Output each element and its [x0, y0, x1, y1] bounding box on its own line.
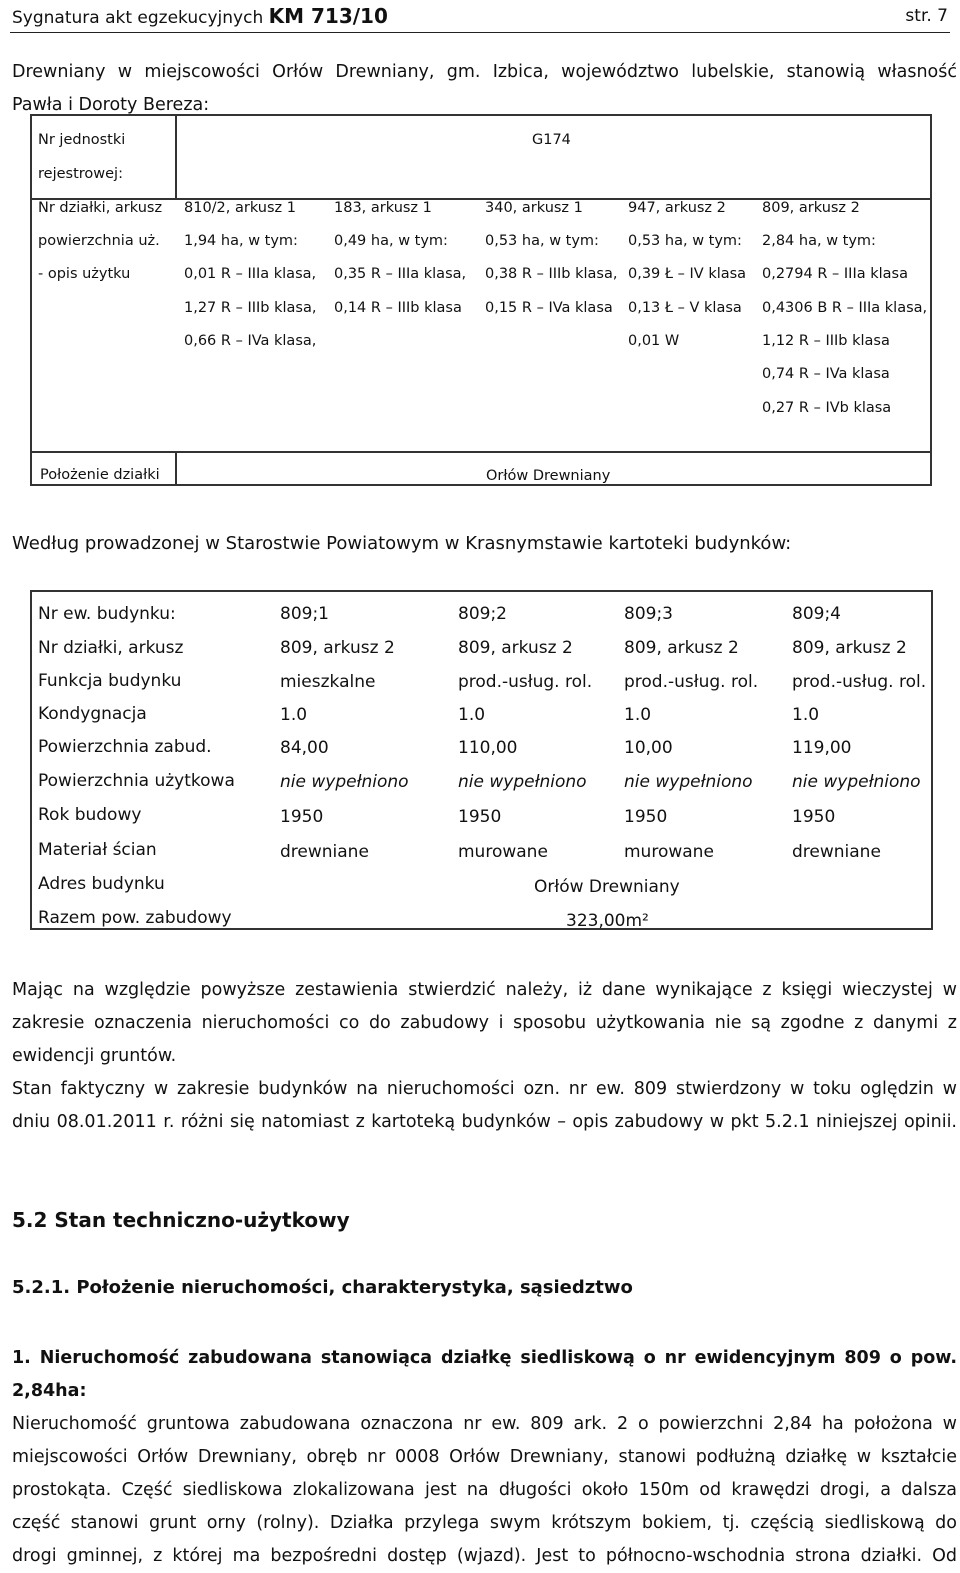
- building-function: mieszkalne: [280, 672, 376, 692]
- building-usable-area: nie wypełniono: [624, 772, 753, 792]
- parcel-use: 0,2794 R – IIIa klasa: [762, 266, 908, 282]
- parcel-id: 809, arkusz 2: [762, 200, 860, 216]
- parcel-use: 0,74 R – IVa klasa: [762, 366, 890, 382]
- parcel-area: 2,84 ha, w tym:: [762, 233, 876, 249]
- building-nr: 809;2: [458, 604, 507, 624]
- conclusion-line: ewidencji gruntów.: [12, 1046, 177, 1066]
- buildings-intro: Według prowadzonej w Starostwie Powiatowym w Krasnymstawie kartoteki budynków:: [12, 533, 792, 554]
- building-nr: 809;1: [280, 604, 329, 624]
- building-usable-area: nie wypełniono: [280, 772, 409, 792]
- item-body-line: drogi gminnej, z której ma bezpośredni dostęp (wjazd). Jest to północno-wschodnia strona działki. Od: [12, 1546, 957, 1566]
- parcel-label: Nr działki, arkusz: [38, 200, 163, 216]
- location-label: Położenie działki: [40, 467, 160, 483]
- building-year: 1950: [280, 807, 324, 827]
- row-label: Powierzchnia zabud.: [38, 737, 212, 757]
- building-function: prod.-usług. rol.: [792, 672, 927, 692]
- row-label: Nr działki, arkusz: [38, 638, 184, 658]
- building-material: murowane: [624, 842, 714, 862]
- building-built-area: 119,00: [792, 738, 852, 758]
- row-label: Materiał ścian: [38, 840, 157, 860]
- item-title: 2,84ha:: [12, 1381, 87, 1401]
- item-body-line: prostokąta. Część siedliskowa zlokalizowana jest na długości około 150m od krawędzi drogi, a dalsza: [12, 1480, 957, 1500]
- conclusion-line: zakresie oznaczenia nieruchomości co do zabudowy i sposobu użytkowania nie są zgodne z danymi z: [12, 1013, 957, 1033]
- parcel-area: 0,53 ha, w tym:: [485, 233, 599, 249]
- parcel-area: 0,49 ha, w tym:: [334, 233, 448, 249]
- building-material: drewniane: [280, 842, 369, 862]
- parcel-use: 0,01 R – IIIa klasa,: [184, 266, 317, 282]
- row-label: Powierzchnia użytkowa: [38, 771, 235, 791]
- page-number: str. 7: [905, 6, 948, 26]
- building-usable-area: nie wypełniono: [458, 772, 587, 792]
- parcel-use: 0,14 R – IIIb klasa: [334, 300, 462, 316]
- building-address: Orłów Drewniany: [534, 877, 680, 897]
- subsection-heading: 5.2.1. Położenie nieruchomości, charakterystyka, sąsiedztwo: [12, 1277, 633, 1298]
- total-built-area: 323,00m²: [566, 911, 649, 931]
- building-year: 1950: [458, 807, 502, 827]
- item-body-line: Nieruchomość gruntowa zabudowana oznaczona nr ew. 809 ark. 2 o powierzchni 2,84 ha położona w: [12, 1414, 957, 1434]
- case-number: KM 713/10: [268, 4, 388, 28]
- unit-label-1: Nr jednostki: [38, 132, 126, 148]
- building-nr: 809;3: [624, 604, 673, 624]
- registry-table: [30, 114, 932, 486]
- table-border: [175, 116, 177, 198]
- item-title: 1. Nieruchomość zabudowana stanowiąca działkę siedliskową o nr ewidencyjnym 809 o pow.: [12, 1348, 957, 1368]
- parcel-id: 183, arkusz 1: [334, 200, 432, 216]
- parcel-use: 0,35 R – IIIa klasa,: [334, 266, 467, 282]
- building-floors: 1.0: [624, 705, 652, 725]
- building-floors: 1.0: [458, 705, 486, 725]
- building-nr: 809;4: [792, 604, 841, 624]
- parcel-area: 1,94 ha, w tym:: [184, 233, 298, 249]
- building-parcel: 809, arkusz 2: [624, 638, 739, 658]
- parcel-use: 0,01 W: [628, 333, 680, 349]
- building-built-area: 10,00: [624, 738, 673, 758]
- parcel-use: 0,66 R – IVa klasa,: [184, 333, 317, 349]
- building-year: 1950: [792, 807, 836, 827]
- header-divider: [10, 32, 950, 33]
- intro-line-1: Drewniany w miejscowości Orłów Drewniany, gm. Izbica, województwo lubelskie, stanowią własność: [12, 62, 957, 82]
- building-usable-area: nie wypełniono: [792, 772, 921, 792]
- conclusion-line: Mając na względzie powyższe zestawienia stwierdzić należy, iż dane wynikające z księgi wieczystej w: [12, 980, 957, 1000]
- building-year: 1950: [624, 807, 668, 827]
- building-function: prod.-usług. rol.: [624, 672, 759, 692]
- parcel-use: 0,38 R – IIIb klasa,: [485, 266, 618, 282]
- building-built-area: 110,00: [458, 738, 518, 758]
- row-label: Funkcja budynku: [38, 671, 182, 691]
- intro-line-2: Pawła i Doroty Bereza:: [12, 95, 210, 115]
- building-floors: 1.0: [280, 705, 308, 725]
- building-parcel: 809, arkusz 2: [792, 638, 907, 658]
- item-body-line: część stanowi grunt orny (rolny). Działka przylega swym krótszym bokiem, tj. częścią siedliskową do: [12, 1513, 957, 1533]
- parcel-use: 1,27 R – IIIb klasa,: [184, 300, 317, 316]
- row-label: Rok budowy: [38, 805, 142, 825]
- unit-value: G174: [532, 132, 571, 148]
- unit-label-2: rejestrowej:: [38, 166, 123, 182]
- parcel-use: 0,39 Ł – IV klasa: [628, 266, 747, 282]
- building-parcel: 809, arkusz 2: [458, 638, 573, 658]
- row-label: Kondygnacja: [38, 704, 147, 724]
- item-body-line: miejscowości Orłów Drewniany, obręb nr 0008 Orłów Drewniany, stanowi podłużną działkę w kształcie: [12, 1447, 957, 1467]
- header-case-signature: Sygnatura akt egzekucyjnych KM 713/10: [12, 4, 388, 28]
- building-material: drewniane: [792, 842, 881, 862]
- parcel-id: 810/2, arkusz 1: [184, 200, 296, 216]
- table-border: [32, 451, 930, 453]
- row-label: Adres budynku: [38, 874, 165, 894]
- building-parcel: 809, arkusz 2: [280, 638, 395, 658]
- parcel-use: 0,15 R – IVa klasa: [485, 300, 613, 316]
- building-built-area: 84,00: [280, 738, 329, 758]
- row-label: Razem pow. zabudowy: [38, 908, 232, 928]
- parcel-use: 0,27 R – IVb klasa: [762, 400, 892, 416]
- section-heading: 5.2 Stan techniczno-użytkowy: [12, 1208, 350, 1232]
- building-material: murowane: [458, 842, 548, 862]
- parcel-area: 0,53 ha, w tym:: [628, 233, 742, 249]
- row-label: Nr ew. budynku:: [38, 604, 176, 624]
- parcel-id: 947, arkusz 2: [628, 200, 726, 216]
- area-label: powierzchnia uż.: [38, 233, 160, 249]
- table-border: [175, 451, 177, 486]
- parcel-use: 0,4306 B R – IIIa klasa,: [762, 300, 928, 316]
- conclusion-line: dniu 08.01.2011 r. różni się natomiast z kartoteką budynków – opis zabudowy w pkt 5.2.1 niniejszej opinii.: [12, 1112, 957, 1132]
- building-function: prod.-usług. rol.: [458, 672, 593, 692]
- parcel-id: 340, arkusz 1: [485, 200, 583, 216]
- building-floors: 1.0: [792, 705, 820, 725]
- parcel-use: 1,12 R – IIIb klasa: [762, 333, 890, 349]
- use-label: - opis użytku: [38, 266, 131, 282]
- parcel-use: 0,13 Ł – V klasa: [628, 300, 742, 316]
- location-value: Orłów Drewniany: [486, 468, 611, 484]
- conclusion-line: Stan faktyczny w zakresie budynków na nieruchomości ozn. nr ew. 809 stwierdzony w toku oględzin w: [12, 1079, 957, 1099]
- buildings-table: [30, 590, 933, 930]
